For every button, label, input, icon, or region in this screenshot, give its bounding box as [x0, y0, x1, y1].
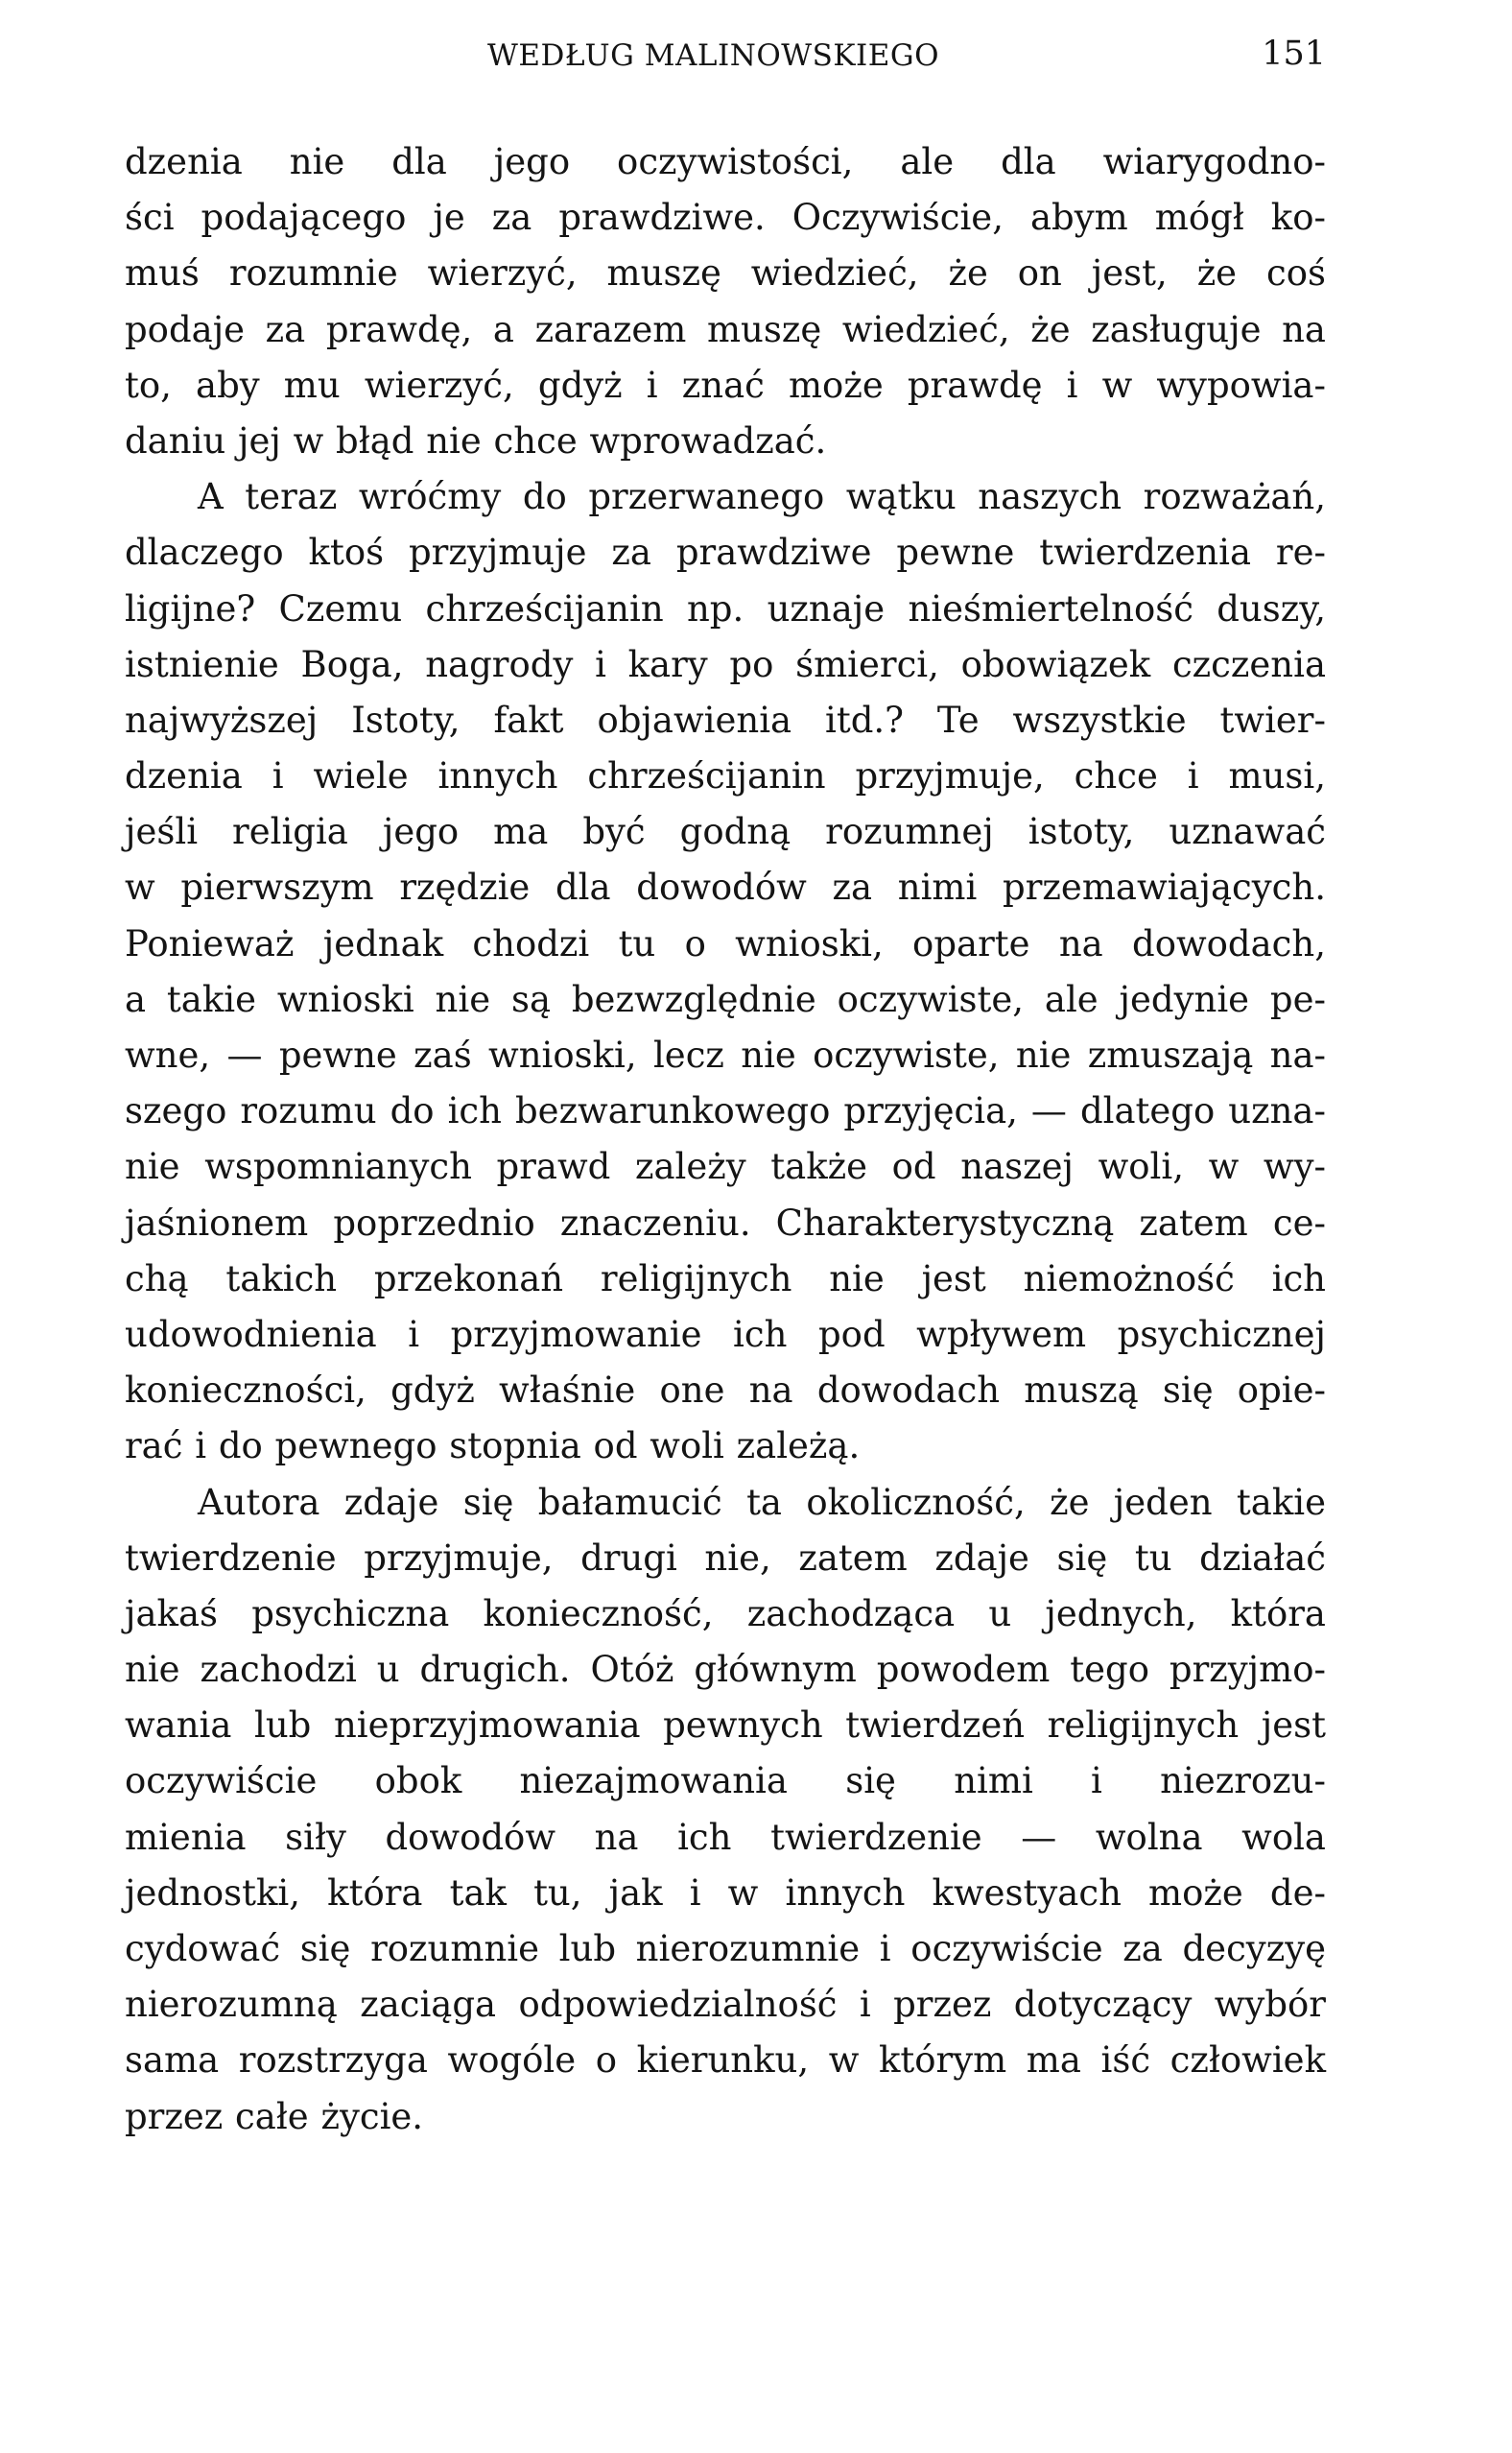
- text-line: najwyższej Istoty, fakt objawienia itd.? Te wszystkie twier-: [125, 699, 1326, 741]
- text-line: ści podającego je za prawdziwe. Oczywiście, abym mógł ko-: [125, 197, 1326, 239]
- text-line: dzenia nie dla jego oczywistości, ale dla wiarygodno-: [125, 141, 1326, 182]
- text-line: muś rozumnie wierzyć, muszę wiedzieć, że on jest, że coś: [125, 252, 1326, 295]
- text-line: oczywiście obok niezajmowania się nimi i niezrozu-: [125, 1760, 1326, 1802]
- text-line: rać i do pewnego stopnia od woli zależą.: [125, 1425, 861, 1467]
- page-number: 151: [1262, 35, 1326, 73]
- text-line: to, aby mu wierzyć, gdyż i znać może prawdę i w wypowia-: [125, 364, 1326, 406]
- text-line: przez całe życie.: [125, 2095, 424, 2137]
- text-line: twierdzenie przyjmuje, drugi nie, zatem zdaje się tu działać: [125, 1536, 1326, 1579]
- body-text: [125, 134, 1326, 2145]
- running-head: [125, 33, 1326, 90]
- paragraph-start-line: Autora zdaje się bałamucić ta okoliczność, że jeden takie: [198, 1481, 1326, 1523]
- text-line: jednostki, która tak tu, jak i w innych kwestyach może de-: [125, 1871, 1326, 1914]
- text-line: ligijne? Czemu chrześcijanin np. uznaje nieśmiertelność duszy,: [125, 587, 1326, 630]
- text-line: podaje za prawdę, a zarazem muszę wiedzieć, że zasługuje na: [125, 308, 1326, 350]
- text-line: dlaczego ktoś przyjmuje za prawdziwe pewne twierdzenia re-: [125, 532, 1326, 574]
- text-line: nierozumną zaciąga odpowiedzialność i przez dotyczący wybór: [125, 1984, 1326, 2026]
- text-line: nie zachodzi u drugich. Otóż głównym powodem tego przyjmo-: [125, 1649, 1326, 1691]
- text-line: wne, — pewne zaś wnioski, lecz nie oczywiste, nie zmuszają na-: [125, 1035, 1326, 1076]
- text-line: wania lub nieprzyjmowania pewnych twierdzeń religijnych jest: [125, 1704, 1326, 1747]
- running-title: WEDŁUG MALINOWSKIEGO: [487, 38, 940, 73]
- text-line: daniu jej w błąd nie chce wprowadzać.: [125, 419, 827, 462]
- text-line: jaśnionem poprzednio znaczeniu. Charakterystyczną zatem ce-: [125, 1202, 1326, 1244]
- text-line: konieczności, gdyż właśnie one na dowodach muszą się opie-: [125, 1369, 1326, 1412]
- text-line: Ponieważ jednak chodzi tu o wnioski, oparte na dowodach,: [125, 922, 1326, 965]
- text-line: jakaś psychiczna konieczność, zachodząca u jednych, która: [125, 1592, 1326, 1634]
- text-line: sama rozstrzyga wogóle o kierunku, w którym ma iść człowiek: [125, 2039, 1326, 2082]
- text-line: w pierwszym rzędzie dla dowodów za nimi przemawiających.: [125, 867, 1326, 909]
- text-line: chą takich przekonań religijnych nie jest niemożność ich: [125, 1257, 1326, 1299]
- text-line: udowodnienia i przyjmowanie ich pod wpływem psychicznej: [125, 1313, 1326, 1355]
- text-line: szego rozumu do ich bezwarunkowego przyjęcia, — dlatego uzna-: [125, 1090, 1326, 1132]
- text-line: jeśli religia jego ma być godną rozumnej istoty, uznawać: [125, 811, 1326, 853]
- text-line: nie wspomnianych prawd zależy także od naszej woli, w wy-: [125, 1146, 1326, 1188]
- text-line: cydować się rozumnie lub nierozumnie i oczywiście za decyzyę: [125, 1928, 1326, 1969]
- paragraph-start-line: A teraz wróćmy do przerwanego wątku naszych rozważań,: [198, 476, 1326, 518]
- text-line: mienia siły dowodów na ich twierdzenie — wolna wola: [125, 1816, 1326, 1858]
- text-line: a takie wnioski nie są bezwzględnie oczywiste, ale jedynie pe-: [125, 978, 1326, 1020]
- text-line: istnienie Boga, nagrody i kary po śmierci, obowiązek czczenia: [125, 643, 1326, 685]
- text-line: dzenia i wiele innych chrześcijanin przyjmuje, chce i musi,: [125, 755, 1326, 798]
